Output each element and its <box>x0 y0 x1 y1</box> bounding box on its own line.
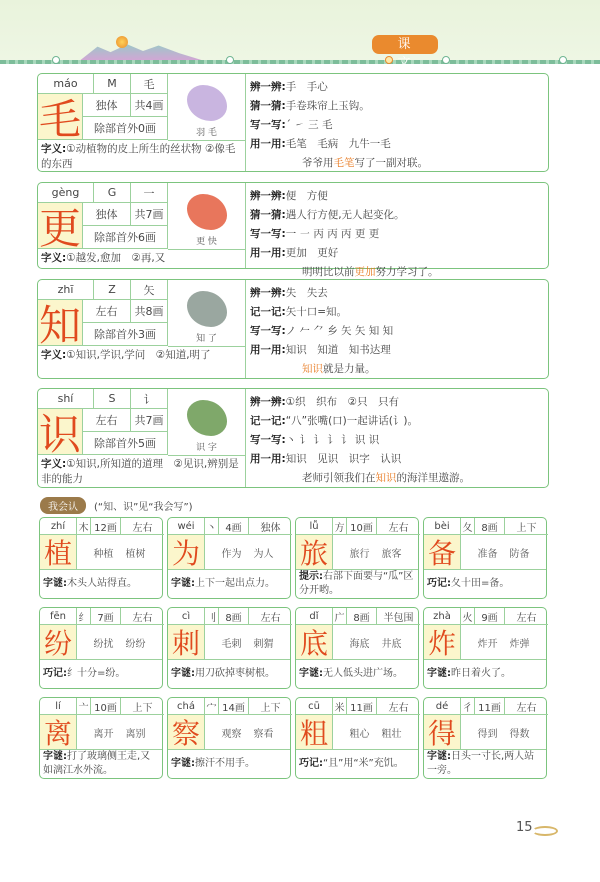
detail-line <box>250 284 544 303</box>
meaning-label: 字义: <box>41 252 67 264</box>
example-sentence <box>250 469 544 488</box>
words <box>333 535 418 570</box>
character-card <box>37 279 549 379</box>
word: 得到 <box>477 728 498 740</box>
radical: 一 <box>131 183 168 203</box>
words <box>205 625 290 660</box>
note-content <box>299 667 403 681</box>
detail-text: 知识 知道 知书达理 <box>285 344 391 356</box>
detail-line <box>250 341 544 360</box>
detail-text: “八”张嘴(口)一起讲话(讠)。 <box>285 415 418 427</box>
words <box>205 535 290 570</box>
divider-dot <box>559 56 567 64</box>
detail-line <box>250 431 544 450</box>
detail-label: 写一写: <box>250 434 286 446</box>
word: 井底 <box>381 638 402 650</box>
detail-label: 用一用: <box>250 138 286 150</box>
detail-text: 手卷珠帘上玉钩。 <box>285 100 370 112</box>
detail-text: 矢十口=知。 <box>285 306 348 318</box>
character-card <box>37 73 549 172</box>
pinyin: gèng <box>38 183 94 203</box>
character-card <box>37 182 549 278</box>
character: 刺 <box>168 625 205 660</box>
recognize-badge: 我会认 <box>40 497 86 514</box>
picture-caption: 识 字 <box>196 443 217 453</box>
note-label: 字谜: <box>171 758 195 769</box>
pinyin: lí <box>40 698 77 715</box>
recognize-section-header <box>40 497 193 514</box>
meaning <box>38 141 246 171</box>
picture <box>168 74 246 141</box>
detail-label: 写一写: <box>250 325 286 337</box>
pinyin: chá <box>168 698 205 715</box>
small-character-card <box>295 517 419 599</box>
detail-text: 丶 讠 讠 讠 讠 识 识 <box>285 434 380 446</box>
word: 种植 <box>93 548 114 560</box>
note <box>424 660 546 688</box>
note-label: 字谜: <box>427 668 451 679</box>
note-label: 巧记: <box>43 668 67 679</box>
words <box>461 715 546 750</box>
note <box>168 570 290 598</box>
words <box>77 535 162 570</box>
stroke-count: 8画 <box>219 608 249 625</box>
detail-label: 辨一辨: <box>250 396 286 408</box>
structure: 左右 <box>249 608 292 625</box>
picture-caption: 更 快 <box>196 237 217 247</box>
picture <box>168 183 246 250</box>
character: 察 <box>168 715 205 750</box>
small-character-card <box>39 607 163 689</box>
word: 观察 <box>221 728 242 740</box>
radical: 广 <box>333 608 347 625</box>
note-label: 字谜: <box>43 578 67 589</box>
stroke-count: 共7画 <box>131 203 168 226</box>
note-text: “且”用“米”充饥。 <box>323 758 404 769</box>
detail-label: 用一用: <box>250 453 286 465</box>
word: 察看 <box>253 728 274 740</box>
detail-label: 用一用: <box>250 247 286 259</box>
note-label: 字谜: <box>299 668 323 679</box>
note-content <box>171 667 275 681</box>
note-content <box>171 757 255 771</box>
words <box>461 535 546 570</box>
detail-text: 手 手心 <box>285 81 328 93</box>
sentence-pre: 明明比以前 <box>302 266 355 278</box>
stroke-count: 共4画 <box>131 94 168 117</box>
note-label: 巧记: <box>299 758 323 769</box>
note-content <box>43 667 125 681</box>
character: 离 <box>40 715 77 750</box>
picture-caption: 羽 毛 <box>196 128 217 138</box>
character: 旅 <box>296 535 333 570</box>
note-text: 上下一起出点力。 <box>195 578 275 589</box>
extra-strokes: 除部首外5画 <box>83 432 168 455</box>
illustration-icon <box>187 291 227 327</box>
radical: 木 <box>77 518 91 535</box>
structure: 左右 <box>121 608 164 625</box>
radical: 讠 <box>131 389 168 409</box>
character: 毛 <box>38 94 81 144</box>
small-character-card <box>167 517 291 599</box>
initial-letter: S <box>94 389 131 409</box>
stroke-count: 共7画 <box>131 409 168 432</box>
small-character-card <box>39 697 163 779</box>
pinyin: zhí <box>40 518 77 535</box>
word: 粗壮 <box>381 728 402 740</box>
note-text: 打了玻璃侧王走,又如漓江水外流。 <box>43 751 151 776</box>
stroke-count: 8画 <box>347 608 377 625</box>
character: 底 <box>296 625 333 660</box>
note <box>296 750 418 778</box>
structure: 独体 <box>83 94 131 117</box>
note-content <box>171 577 275 591</box>
example-sentence <box>250 360 544 379</box>
detail-text: 失 失去 <box>285 287 328 299</box>
note-label: 字谜: <box>171 578 195 589</box>
note-content <box>43 577 137 591</box>
words <box>77 625 162 660</box>
structure: 左右 <box>377 698 420 715</box>
stroke-count: 12画 <box>91 518 121 535</box>
character-details <box>246 280 548 378</box>
meaning-label: 字义: <box>41 349 67 361</box>
detail-line <box>250 116 544 135</box>
note <box>40 750 162 778</box>
detail-line <box>250 135 544 154</box>
stroke-count: 8画 <box>475 518 505 535</box>
structure: 左右 <box>377 518 420 535</box>
word: 作为 <box>221 548 242 560</box>
meaning-label: 字义: <box>41 143 67 155</box>
character: 知 <box>38 300 81 350</box>
small-character-card <box>423 517 547 599</box>
note-label: 字谜: <box>171 668 195 679</box>
note-text: 纟十分=纷。 <box>67 668 126 679</box>
detail-text: 毛笔 毛病 九牛一毛 <box>285 138 391 150</box>
structure: 独体 <box>249 518 292 535</box>
illustration-icon <box>187 85 227 121</box>
word: 炸弹 <box>509 638 530 650</box>
word: 植树 <box>125 548 146 560</box>
note-text: 用刀砍掉枣树根。 <box>195 668 275 679</box>
sentence-highlight: 更加 <box>354 266 376 278</box>
recognize-note: (“知、识”见“我会写”) <box>94 502 193 513</box>
small-character-card <box>423 697 547 779</box>
sentence-post: 就是力量。 <box>323 363 376 375</box>
detail-text: ①织 织布 ②只 只有 <box>285 396 400 408</box>
radical: 米 <box>333 698 347 715</box>
note-label: 字谜: <box>427 751 451 762</box>
note-text: 擦汗不用手。 <box>195 758 255 769</box>
word: 毛刺 <box>221 638 242 650</box>
note-content <box>427 750 543 778</box>
structure: 上下 <box>505 518 548 535</box>
note <box>40 660 162 688</box>
section-tag: 课 文 <box>372 35 438 54</box>
pinyin: cì <box>168 608 205 625</box>
pinyin: dé <box>424 698 461 715</box>
small-character-card <box>295 697 419 779</box>
note <box>424 570 546 598</box>
detail-text: 便 方便 <box>285 190 328 202</box>
meaning-text: ①动植物的皮上所生的丝状物 ②像毛的东西 <box>41 143 236 170</box>
picture-caption: 知 了 <box>196 334 217 344</box>
character: 更 <box>38 203 81 253</box>
detail-label: 写一写: <box>250 228 286 240</box>
structure: 左右 <box>83 409 131 432</box>
initial-letter: M <box>94 74 131 94</box>
extra-strokes: 除部首外3画 <box>83 323 168 346</box>
sentence-post: 努力学习了。 <box>375 266 439 278</box>
swirl-decoration <box>532 826 558 836</box>
structure: 左右 <box>505 608 548 625</box>
character: 炸 <box>424 625 461 660</box>
divider-dot <box>226 56 234 64</box>
pinyin: shí <box>38 389 94 409</box>
structure: 独体 <box>83 203 131 226</box>
radical: 宀 <box>205 698 219 715</box>
radical: 亠 <box>77 698 91 715</box>
detail-line <box>250 303 544 322</box>
word: 防备 <box>509 548 530 560</box>
structure: 上下 <box>249 698 292 715</box>
note-content <box>427 577 509 591</box>
note-text: 昨日着火了。 <box>451 668 511 679</box>
detail-label: 辨一辨: <box>250 190 286 202</box>
note-content <box>427 667 511 681</box>
character: 为 <box>168 535 205 570</box>
word: 粗心 <box>349 728 370 740</box>
note-label: 巧记: <box>427 578 451 589</box>
meaning-text: ①知识,学识,学问 ②知道,明了 <box>66 349 211 361</box>
structure: 左右 <box>83 300 131 323</box>
detail-label: 记一记: <box>250 415 286 427</box>
word: 纷纷 <box>125 638 146 650</box>
words <box>333 625 418 660</box>
stroke-count: 7画 <box>91 608 121 625</box>
note <box>296 570 418 598</box>
word: 刺猬 <box>253 638 274 650</box>
structure: 半包围 <box>377 608 420 625</box>
illustration-icon <box>187 400 227 436</box>
detail-text: ˊ ㇀ 三 毛 <box>285 119 333 131</box>
word: 炸开 <box>477 638 498 650</box>
word: 准备 <box>477 548 498 560</box>
stroke-count: 共8画 <box>131 300 168 323</box>
picture <box>168 280 246 347</box>
note-text: 日头一寸长,两人站一旁。 <box>427 751 535 776</box>
word: 得数 <box>509 728 530 740</box>
initial-letter: Z <box>94 280 131 300</box>
small-character-card <box>167 697 291 779</box>
detail-label: 辨一辨: <box>250 81 286 93</box>
word: 旅行 <box>349 548 370 560</box>
character: 植 <box>40 535 77 570</box>
detail-label: 辨一辨: <box>250 287 286 299</box>
pinyin: fēn <box>40 608 77 625</box>
stroke-count: 4画 <box>219 518 249 535</box>
note-text: 木头人站得直。 <box>67 578 137 589</box>
character: 得 <box>424 715 461 750</box>
radical: 夂 <box>461 518 475 535</box>
character: 粗 <box>296 715 333 750</box>
detail-line <box>250 78 544 97</box>
sentence-highlight: 知识 <box>302 363 323 375</box>
detail-line <box>250 450 544 469</box>
divider-dot <box>442 56 450 64</box>
pinyin: wéi <box>168 518 205 535</box>
word: 旅客 <box>381 548 402 560</box>
detail-text: 遇人行方便,无人起变化。 <box>285 209 405 221</box>
character-details <box>246 389 548 487</box>
note <box>168 660 290 688</box>
note-label: 字谜: <box>43 751 67 762</box>
detail-line <box>250 393 544 412</box>
meaning-text: ①越发,愈加 ②再,又 <box>66 252 166 264</box>
extra-strokes: 除部首外6画 <box>83 226 168 249</box>
meaning <box>38 250 246 268</box>
pinyin: máo <box>38 74 94 94</box>
divider-dot <box>385 56 393 64</box>
note-text: 夂十田=备。 <box>451 578 510 589</box>
note-label: 提示: <box>299 571 323 582</box>
sun-decoration <box>116 36 128 48</box>
meaning-text: ①知识,所知道的道理 ②见识,辨别是非的能力 <box>41 458 239 485</box>
radical: 丶 <box>205 518 219 535</box>
detail-line <box>250 206 544 225</box>
detail-line <box>250 322 544 341</box>
sentence-pre: 爷爷用 <box>302 157 334 169</box>
radical: 纟 <box>77 608 91 625</box>
sentence-post: 的海洋里遨游。 <box>396 472 470 484</box>
small-character-card <box>423 607 547 689</box>
note-content <box>299 757 404 771</box>
word: 为人 <box>253 548 274 560</box>
note-content <box>299 570 415 598</box>
initial-letter: G <box>94 183 131 203</box>
radical: 刂 <box>205 608 219 625</box>
stroke-count: 10画 <box>347 518 377 535</box>
character-card <box>37 388 549 488</box>
words <box>77 715 162 750</box>
stroke-count: 14画 <box>219 698 249 715</box>
words <box>461 625 546 660</box>
meaning-label: 字义: <box>41 458 67 470</box>
illustration-icon <box>187 194 227 230</box>
note <box>40 570 162 598</box>
detail-label: 写一写: <box>250 119 286 131</box>
detail-text: 更加 更好 <box>285 247 339 259</box>
detail-line <box>250 97 544 116</box>
word: 纷扰 <box>93 638 114 650</box>
words <box>333 715 418 750</box>
sentence-highlight: 知识 <box>375 472 397 484</box>
radical: 彳 <box>461 698 475 715</box>
stroke-count: 9画 <box>475 608 505 625</box>
character-details <box>246 74 548 171</box>
detail-line <box>250 225 544 244</box>
small-character-card <box>295 607 419 689</box>
pinyin: zhī <box>38 280 94 300</box>
detail-text: 知识 见识 识字 认识 <box>285 453 402 465</box>
detail-label: 记一记: <box>250 306 286 318</box>
note <box>296 660 418 688</box>
character: 识 <box>38 409 81 459</box>
pinyin: cū <box>296 698 333 715</box>
extra-strokes: 除部首外0画 <box>83 117 168 140</box>
detail-text: ノ 𠂉 ⺈ 乡 矢 矢 知 知 <box>285 325 394 337</box>
structure: 上下 <box>121 698 164 715</box>
word: 离开 <box>93 728 114 740</box>
header-divider <box>0 60 600 64</box>
detail-line <box>250 412 544 431</box>
sentence-highlight: 毛笔 <box>333 157 355 169</box>
page-number: 15 <box>516 820 533 835</box>
stroke-count: 10画 <box>91 698 121 715</box>
pinyin: zhà <box>424 608 461 625</box>
note-text: 无人低头进广场。 <box>323 668 403 679</box>
sentence-post: 写了一副对联。 <box>354 157 428 169</box>
small-character-card <box>167 607 291 689</box>
divider-dot <box>52 56 60 64</box>
character: 纷 <box>40 625 77 660</box>
meaning <box>38 347 246 378</box>
radical: 火 <box>461 608 475 625</box>
detail-line <box>250 244 544 263</box>
sentence-pre: 老师引领我们在 <box>302 472 376 484</box>
detail-label: 猜一猜: <box>250 209 286 221</box>
detail-text: 一 ㇐ 丙 丙 丙 更 更 <box>285 228 380 240</box>
example-sentence <box>250 154 544 173</box>
radical: 毛 <box>131 74 168 94</box>
radical: 矢 <box>131 280 168 300</box>
note-text: 右部下面要与“瓜”区分开哟。 <box>299 571 414 596</box>
pinyin: bèi <box>424 518 461 535</box>
stroke-count: 11画 <box>347 698 377 715</box>
note-content <box>43 750 159 778</box>
stroke-count: 11画 <box>475 698 505 715</box>
meaning <box>38 456 246 487</box>
small-character-card <box>39 517 163 599</box>
structure: 左右 <box>505 698 548 715</box>
character-details <box>246 183 548 278</box>
picture <box>168 389 246 456</box>
radical: 方 <box>333 518 347 535</box>
note <box>168 750 290 778</box>
character: 备 <box>424 535 461 570</box>
pinyin: dǐ <box>296 608 333 625</box>
word: 离别 <box>125 728 146 740</box>
detail-label: 猜一猜: <box>250 100 286 112</box>
word: 海底 <box>349 638 370 650</box>
detail-label: 用一用: <box>250 344 286 356</box>
words <box>205 715 290 750</box>
note <box>424 750 546 778</box>
structure: 左右 <box>121 518 164 535</box>
detail-line <box>250 187 544 206</box>
pinyin: lǚ <box>296 518 333 535</box>
